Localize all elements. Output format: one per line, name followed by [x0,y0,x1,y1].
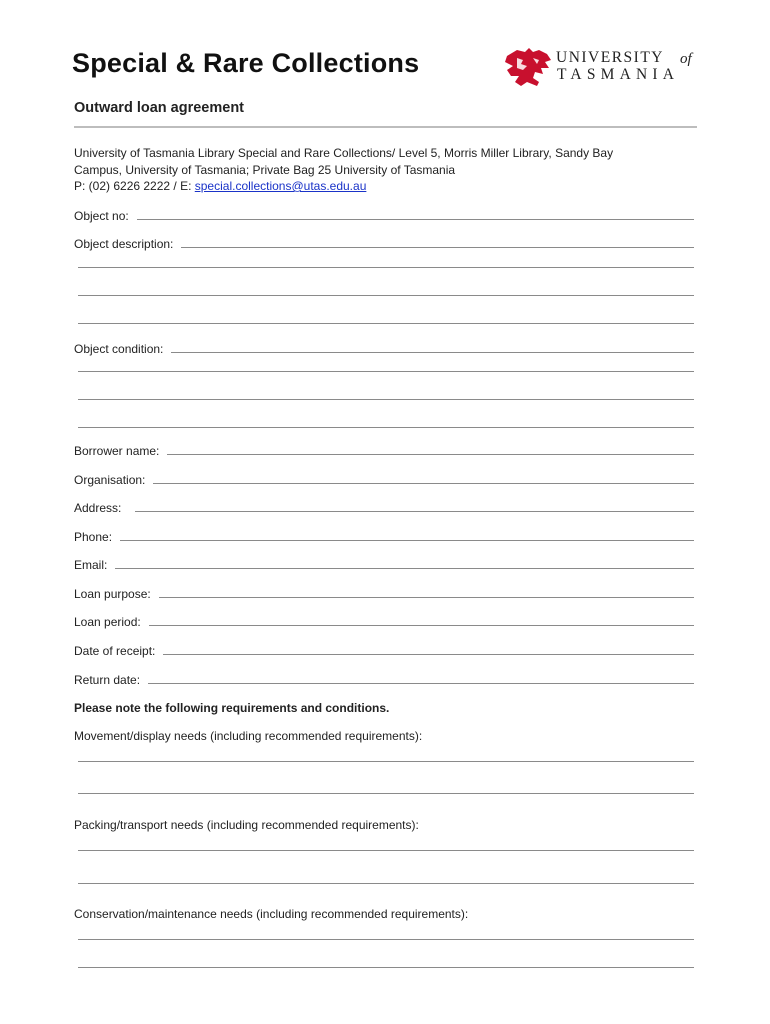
borrower-name-field[interactable] [74,442,694,458]
packing-needs-label: Packing/transport needs (including recommended requirements): [74,818,419,832]
object-condition-line[interactable] [171,352,694,353]
email-field[interactable] [74,556,694,572]
movement-needs-line-1[interactable] [78,761,694,762]
loan-purpose-label: Loan purpose: [74,587,151,601]
movement-needs-label: Movement/display needs (including recommended requirements): [74,729,423,743]
object-condition-line-2[interactable] [78,371,694,372]
contact-line-2: Campus, University of Tasmania; Private Bag 25 University of Tasmania [74,162,456,177]
loan-period-label: Loan period: [74,615,141,629]
loan-period-line[interactable] [149,625,694,626]
contact-email-link[interactable]: special.collections@utas.edu.au [194,179,367,193]
object-description-label: Object description: [74,237,174,251]
object-no-label: Object no: [74,209,129,223]
borrower-name-line[interactable] [167,454,694,455]
organisation-field[interactable] [74,471,694,487]
header-divider [74,126,697,128]
phone-line[interactable] [120,540,694,541]
logo-text-of: of [680,51,692,67]
date-of-receipt-line[interactable] [163,654,694,655]
contact-line-3 [74,178,704,195]
object-condition-line-4[interactable] [78,427,694,428]
object-condition-field[interactable] [74,340,694,356]
movement-needs-line-2[interactable] [78,793,694,794]
return-date-line[interactable] [148,683,694,684]
date-of-receipt-field[interactable] [74,642,694,658]
logo-text-university: UNIVERSITY [556,49,664,66]
object-no-line[interactable] [137,219,694,220]
contact-block [74,145,704,195]
form-subtitle: Outward loan agreement [74,100,245,116]
email-label: Email: [74,558,108,572]
conservation-needs-line-1[interactable] [78,939,694,940]
contact-line-1: University of Tasmania Library Special and Rare Collections/ Level 5, Morris Miller Library, Sandy Bay [74,146,614,160]
logo-text-tasmania: TASMANIA [557,66,680,83]
object-condition-line-3[interactable] [78,399,694,400]
phone-label: Phone: [74,530,113,544]
object-description-line-2[interactable] [78,267,694,268]
object-description-line-3[interactable] [78,295,694,296]
borrower-name-label: Borrower name: [74,444,160,458]
loan-purpose-field[interactable] [74,585,694,601]
email-line[interactable] [115,568,694,569]
conservation-needs-label: Conservation/maintenance needs (including recommended requirements): [74,907,469,921]
date-of-receipt-label: Date of receipt: [74,644,156,658]
object-description-field[interactable] [74,235,694,251]
contact-phone: P: (02) 6226 2222 / E: [74,179,195,193]
address-label: Address: [74,501,122,515]
address-field[interactable] [74,499,694,515]
organisation-line[interactable] [153,483,694,484]
university-logo-icon [503,46,553,88]
address-line[interactable] [135,511,694,512]
object-condition-label: Object condition: [74,342,164,356]
return-date-label: Return date: [74,673,141,687]
organisation-label: Organisation: [74,473,146,487]
return-date-field[interactable] [74,671,694,687]
object-description-line-4[interactable] [78,323,694,324]
phone-field[interactable] [74,528,694,544]
page-title: Special & Rare Collections [72,48,420,78]
requirements-heading: Please note the following requirements and conditions. [74,701,390,715]
packing-needs-line-1[interactable] [78,850,694,851]
packing-needs-line-2[interactable] [78,883,694,884]
conservation-needs-line-2[interactable] [78,967,694,968]
loan-purpose-line[interactable] [159,597,694,598]
object-no-field[interactable] [74,207,694,223]
loan-period-field[interactable] [74,613,694,629]
object-description-line[interactable] [181,247,694,248]
